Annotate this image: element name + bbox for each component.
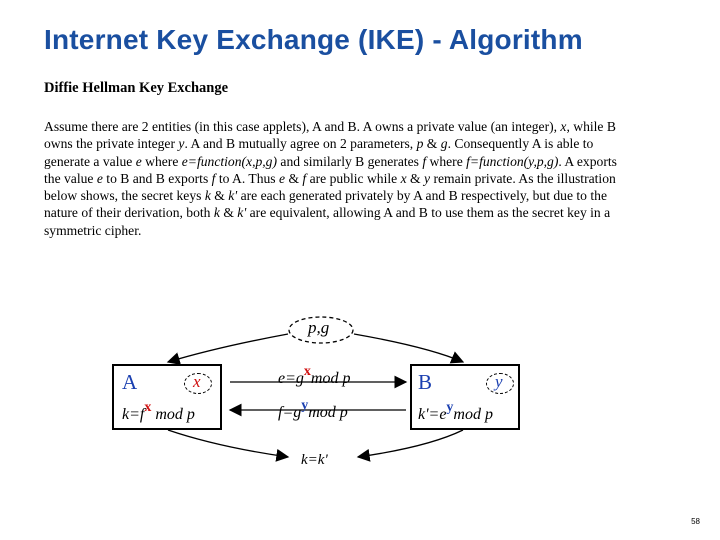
page-number: 58	[691, 517, 700, 526]
entity-b-name: B	[418, 370, 433, 394]
key-k-prime-formula: k'=eymod p	[418, 400, 493, 423]
key-k-formula: k=fx mod p	[122, 400, 195, 423]
private-y-label: y	[495, 372, 503, 391]
b-to-equality-arrow	[358, 430, 463, 457]
private-x-label: x	[193, 372, 201, 391]
entity-a-name: A	[122, 370, 138, 394]
params-to-a-arrow	[168, 334, 288, 362]
diffie-hellman-diagram	[108, 312, 528, 474]
section-subtitle: Diffie Hellman Key Exchange	[44, 80, 229, 96]
entity-a-box	[112, 364, 222, 430]
shared-params-label: p,g	[308, 318, 330, 337]
page-title: Internet Key Exchange (IKE) - Algorithm	[44, 24, 583, 55]
key-equality-label: k=k'	[301, 452, 328, 468]
e-formula: e=gxmod p	[278, 364, 351, 387]
a-to-equality-arrow	[168, 430, 288, 457]
params-to-b-arrow	[354, 334, 463, 362]
f-formula: f=gymod p	[278, 398, 348, 421]
description-paragraph: Assume there are 2 entities (in this case applets), A and B. A owns a private value (an integer), x, while B owns the private integer y. A and B mutually agree on 2 parameters, p & g. Consequently A is able to generate a value e where e=function(x,p,g) and similarly B generates f where f=function(y,p,g). A exports the value e to B and B exports f to A. Thus e & f are public while x & y remain private. As the illustration below shows, the secret keys k & k' are each generated privately by A and B respectively, but due to the nature of their derivation, both k & k' are equivalent, allowing A and B to use them as the secret key in a symmetric cipher.	[44, 119, 617, 238]
entity-b-box	[410, 364, 520, 430]
